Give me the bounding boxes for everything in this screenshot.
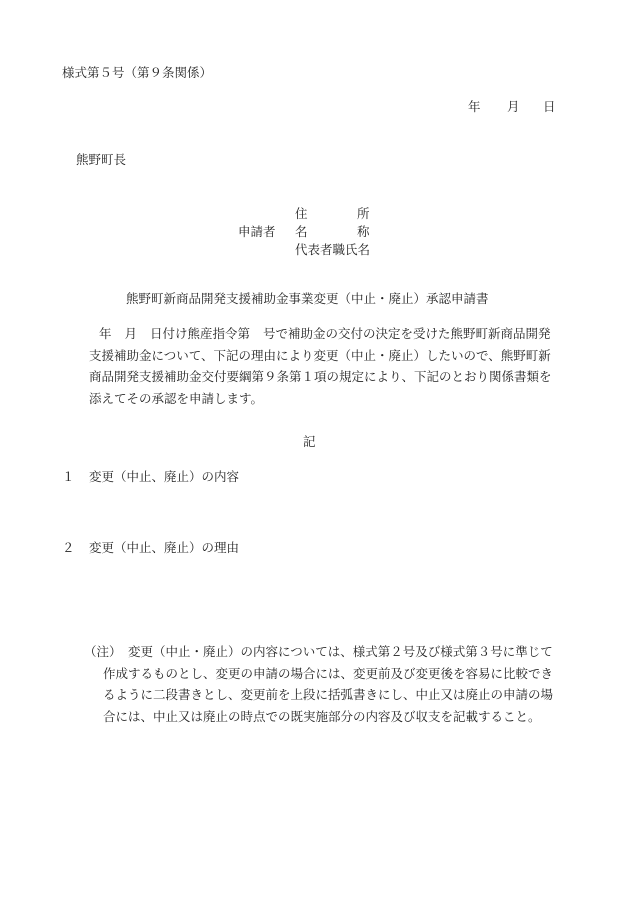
- body-line-1-tail: 号で補助金の交付の決定を受けた熊野町新商品開発: [263, 326, 551, 341]
- name-label-1: 名: [295, 224, 308, 239]
- body-line-2: 支援補助金について、下記の理由により変更（中止・廃止）したいので、熊野町新: [89, 347, 551, 363]
- ki-heading: 記: [303, 434, 316, 449]
- body-lead-rest: 日付け熊産指令第: [150, 326, 251, 341]
- body-line-3: 商品開発支援補助金交付要綱第９条第１項の規定により、下記のとおり関係書類を: [89, 369, 552, 384]
- representative-label: 代表者職氏名: [295, 242, 371, 257]
- addressee: 熊野町長: [76, 152, 127, 167]
- body-lead-year: 年: [99, 326, 112, 341]
- item-1-number: １: [62, 469, 75, 484]
- note-paragraph: [103, 641, 563, 727]
- address-label-2: 所: [357, 206, 370, 221]
- date-month: 月: [507, 99, 520, 114]
- applicant-label: 申請者: [238, 224, 276, 239]
- note-line-4: 合には、中止又は廃止の時点での既実施部分の内容及び収支を記載すること。: [103, 708, 541, 724]
- address-label-1: 住: [295, 206, 308, 221]
- date-year: 年: [468, 99, 481, 114]
- name-label-2: 称: [357, 224, 370, 239]
- note-line-1: 変更（中止・廃止）の内容については、様式第２号及び様式第３号に準じて: [128, 644, 553, 659]
- body-line-1: [89, 323, 569, 345]
- body-paragraph: [89, 323, 569, 409]
- note-line-2: 作成するものとし、変更の申請の場合には、変更前及び変更後を容易に比較でき: [103, 665, 554, 681]
- item-1-text: 変更（中止、廃止）の内容: [89, 469, 240, 484]
- item-2-number: ２: [62, 540, 75, 555]
- document-title: 熊野町新商品開発支援補助金事業変更（中止・廃止）承認申請書: [126, 291, 489, 306]
- body-line-4: 添えてその承認を申請します。: [89, 390, 264, 406]
- form-label: 様式第５号（第９条関係）: [62, 65, 213, 80]
- note-line-3: るように二段書きとし、変更前を上段に括弧書きにし、中止又は廃止の申請の場: [103, 687, 554, 702]
- date-day: 日: [543, 99, 556, 114]
- item-2-text: 変更（中止、廃止）の理由: [89, 540, 240, 555]
- note-label: （注）: [84, 644, 122, 659]
- body-lead-month: 月: [124, 326, 138, 341]
